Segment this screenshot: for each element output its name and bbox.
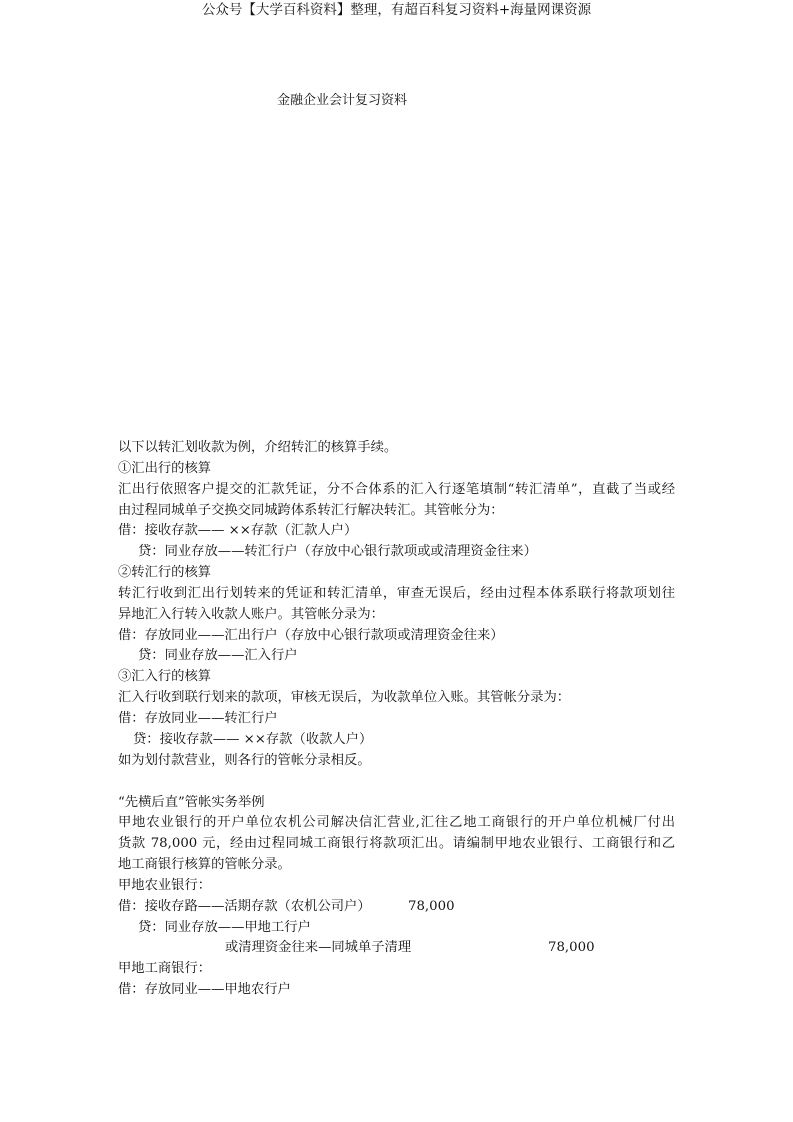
bank1-credit-alt-entry: 或清理资金往来—同城单子清理 [225,940,412,956]
bank2-label: 甲地工商银行： [118,961,212,977]
step3-heading: ③汇入行的核算 [118,669,212,685]
step1-credit-entry: 贷：同业存放——转汇行户（存放中心银行款项或或清理资金往来） [138,544,537,560]
step2-text-line2: 异地汇入行转入收款人账户。其管帐分录为： [118,606,384,622]
problem-line1: 甲地农业银行的开户单位农机公司解决信汇营业,汇往乙地工商银行的开户单位机械厂付出 [118,815,675,831]
document-title: 金融企业会计复习资料 [277,93,408,108]
closing-note: 如为划付款营业，则各行的管帐分录相反。 [118,752,371,768]
step3-debit-entry: 借：存放同业——转汇行户 [118,710,278,726]
step1-heading: ①汇出行的核算 [118,460,212,476]
step1-text-line2: 由过程同城单子交换交同城跨体系转汇行解决转汇。其管帐分为： [118,502,504,518]
source-banner: 公众号【大学百科资料】整理，有超百科复习资料+海量网课资源 [201,2,592,18]
bank1-debit-entry: 借：接收存路——活期存款（农机公司户） [118,898,371,914]
bank1-debit-amount: 78,000 [408,898,455,914]
document-body [118,438,678,1001]
bank1-debit-row [118,897,678,918]
step1-debit-entry: 借：接收存款—— ××存款（汇款人户） [118,523,358,539]
step1-text-line1: 汇出行依照客户提交的汇款凭证，分不合体系的汇入行逐笔填制“转汇清单”，直截了当或经 [118,481,675,497]
example-heading: “先横后直”管帐实务举例 [118,794,265,810]
bank1-credit-entry: 贷：同业存放——甲地工行户 [138,919,311,935]
step2-debit-entry: 借：存放同业——汇出行户（存放中心银行款项或清理资金往来） [118,627,504,643]
bank2-debit-entry: 借：存放同业——甲地农行户 [118,982,291,998]
step3-text: 汇入行收到联行划来的款项，审核无误后，为收款单位入账。其管帐分录为： [118,690,571,706]
step3-credit-entry: 贷：接收存款—— ××存款（收款人户） [133,731,373,747]
problem-line3: 地工商银行核算的管帐分录。 [118,857,291,873]
problem-line2: 货款 78,000 元，经由过程同城工商银行将款项汇出。请编制甲地农业银行、工商银行和乙 [118,836,675,852]
step2-credit-entry: 贷：同业存放——汇入行户 [138,648,298,664]
step2-heading: ②转汇行的核算 [118,565,212,581]
section-gap [118,772,678,793]
bank1-label: 甲地农业银行： [118,877,212,893]
bank1-credit-alt-row [118,938,678,959]
bank1-credit-amount: 78,000 [548,940,595,956]
intro-paragraph: 以下以转汇划收款为例，介绍转汇的核算手续。 [118,440,398,455]
step2-text-line1: 转汇行收到汇出行划转来的凭证和转汇清单，审查无误后，经由过程本体系联行将款项划往 [118,585,675,601]
